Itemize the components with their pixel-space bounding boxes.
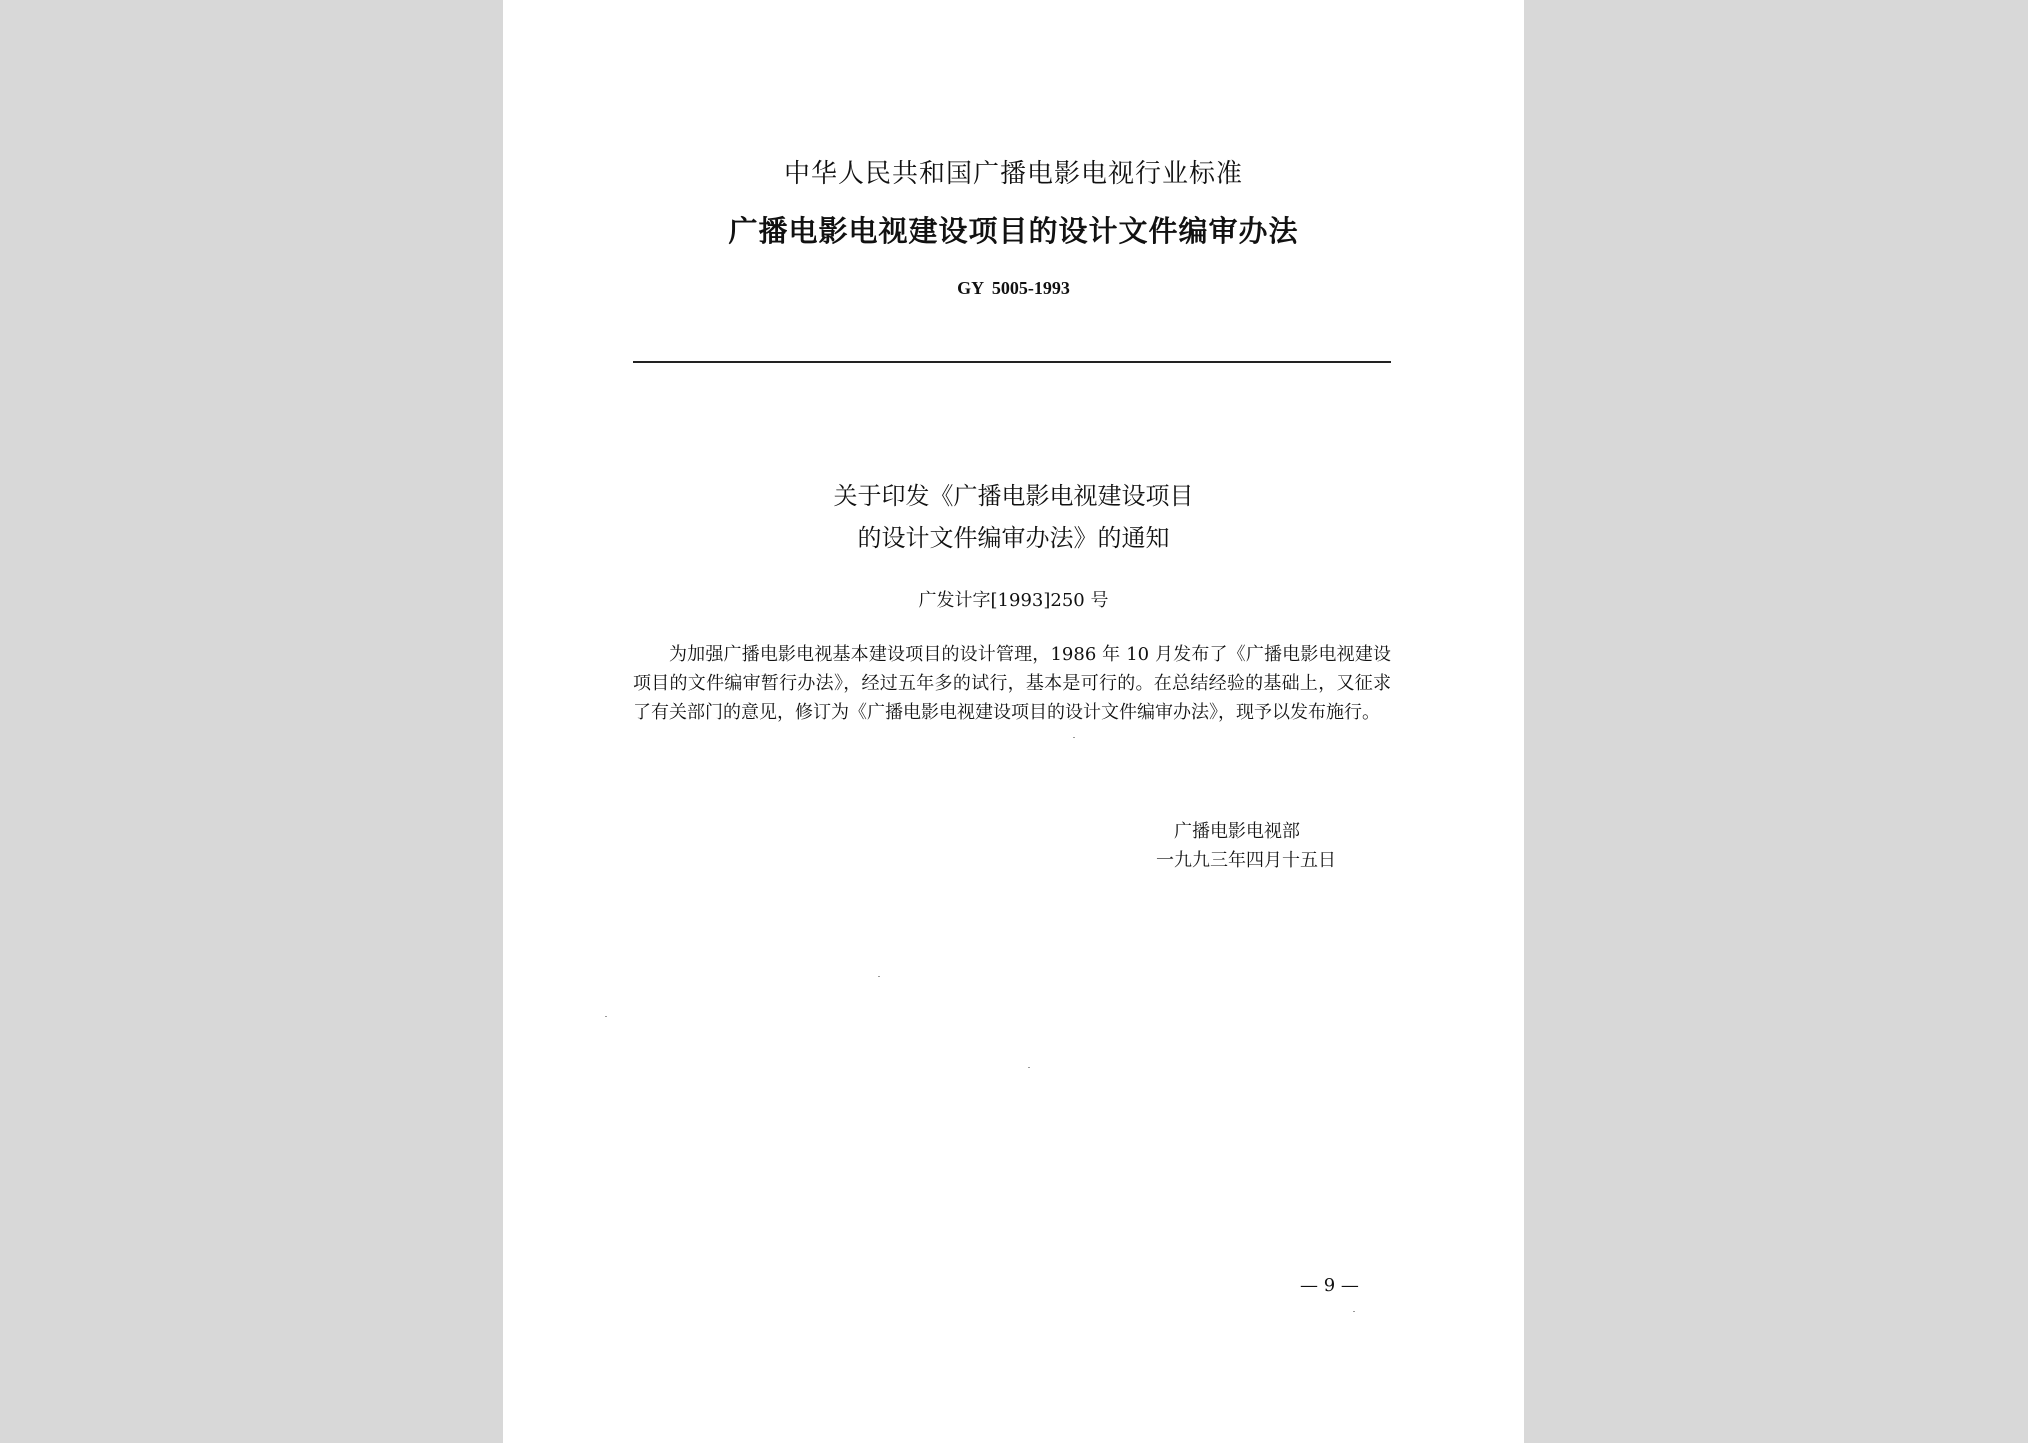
document-page [503, 0, 1524, 1443]
scan-speck [1073, 737, 1075, 738]
scan-speck [1028, 1067, 1030, 1068]
signature-organization: 广播电影电视部 [1174, 821, 1300, 842]
page-number: — 9 — [1300, 1275, 1359, 1296]
scan-speck [605, 1016, 607, 1017]
scan-speck [1353, 1311, 1355, 1312]
notice-body: 为加强广播电影电视基本建设项目的设计管理，1986 年 10 月发布了《广播电影电视建设项目的文件编审暂行办法》，经过五年多的试行，基本是可行的。在总结经验的基础上，又征求了有关部门的意见，修订为《广播电影电视建设项目的设计文件编审办法》，现予以发布施行。 [633, 644, 1391, 723]
signature-date: 一九九三年四月十五日 [1156, 850, 1336, 871]
standard-code: GY 5005-1993 [957, 278, 1070, 298]
scan-speck [878, 976, 880, 977]
notice-title-line-2: 的设计文件编审办法》的通知 [857, 524, 1170, 552]
standard-title: 广播电影电视建设项目的设计文件编审办法 [728, 214, 1299, 248]
standard-header: 中华人民共和国广播电影电视行业标准 [783, 159, 1243, 189]
header-divider [633, 361, 1391, 363]
notice-title-line-1: 关于印发《广播电影电视建设项目 [833, 482, 1194, 510]
document-number: 广发计字[1993]250 号 [918, 590, 1109, 611]
